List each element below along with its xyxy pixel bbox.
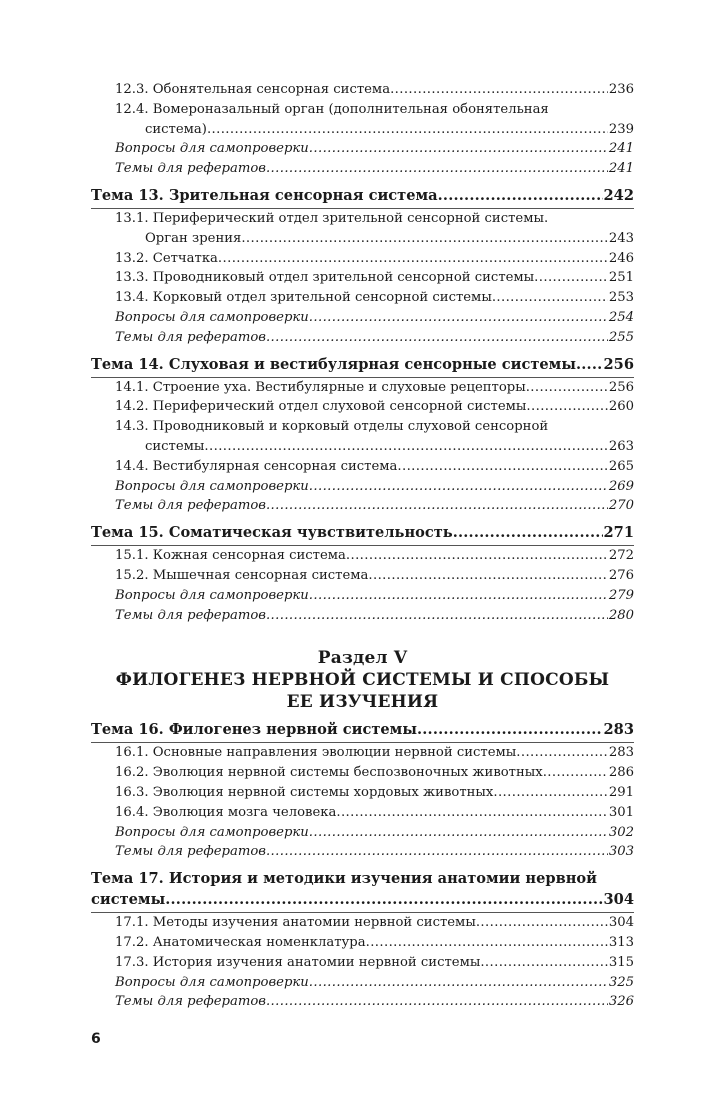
toc-entry-page: 303 [608,844,634,860]
toc-entry-label: 15.2. Мышечная сенсорная система [115,567,369,583]
dot-leader [266,159,608,179]
dot-leader [207,120,608,140]
toc-entry [115,139,634,159]
toc-entry-first-line: 13.1. Периферический отдел зрительной сенсорной системы. [115,210,549,226]
dot-leader [309,308,608,328]
toc-entry-page: 236 [608,82,634,97]
dot-leader [543,763,608,783]
section-heading [91,647,634,713]
toc-entry [115,397,634,417]
toc-entry-page: 279 [608,587,634,603]
dot-leader [526,378,608,398]
toc-entry-label: Темы для рефератов [115,161,266,177]
toc-entry [115,288,634,308]
dot-leader [309,139,608,159]
toc-entry [115,763,634,783]
toc-entry-page: 254 [608,309,634,325]
dot-leader [309,477,608,497]
toc-entry-label: Вопросы для самопроверки [115,478,309,494]
toc-entry-label: Темы для рефератов [115,844,266,860]
topic-heading [91,522,634,544]
toc-entry-label: Темы для рефератов [115,329,266,345]
topic-heading-first-line: Тема 17. История и методики изучения анатомии нервной [91,870,597,888]
toc-entry [115,477,634,497]
toc-entry-label: Темы для рефератов [115,607,266,623]
dot-leader [266,842,608,862]
toc-entry-page: 255 [608,329,634,345]
toc-entry [115,80,634,100]
toc-group [91,522,634,625]
dot-leader [346,546,608,566]
toc-entry-label: Вопросы для самопроверки [115,587,309,603]
toc-entry-label: 16.3. Эволюция нервной системы хордовых животных [115,784,494,800]
toc-entry-label: Вопросы для самопроверки [115,309,309,325]
dot-leader [309,586,608,606]
toc-entry [115,249,634,269]
toc-entry-page: 276 [608,567,634,583]
dot-leader [368,566,607,586]
toc-entry-page: 241 [608,161,634,177]
toc-entry-label: Темы для рефератов [115,498,266,514]
toc-entry-page: 243 [608,230,634,246]
topic-heading [91,185,634,207]
toc-entry [115,973,634,993]
dot-leader [453,522,603,544]
dot-leader [480,953,607,973]
toc-entry [115,496,634,516]
toc-entry-label: 16.4. Эволюция мозга человека [115,804,337,820]
toc-entry-page: 304 [608,915,634,931]
topic-heading-page: 304 [603,891,634,909]
table-of-contents [91,80,634,1012]
toc-entry [145,120,634,140]
toc-entry-label: 14.4. Вестибулярная сенсорная система [115,458,398,474]
toc-entry-page: 302 [608,824,634,840]
toc-entry-label: 14.1. Строение уха. Вестибулярные и слуховые рецепторы [115,379,526,395]
dot-leader [492,288,608,308]
toc-group [91,185,634,348]
toc-entry [115,823,634,843]
toc-entry-label: Орган зрения [145,230,242,246]
dot-leader [266,328,608,348]
topic-heading [91,719,634,741]
toc-entry-page: 256 [608,379,634,395]
dot-leader [476,913,608,933]
topic-heading-page: 242 [603,186,634,204]
toc-entry [115,566,634,586]
section-title-line-2: ЕЕ ИЗУЧЕНИЯ [286,692,439,713]
dot-leader [417,719,603,741]
toc-entry-label: 13.2. Сетчатка [115,250,218,266]
toc-entry-label: системы [145,438,205,454]
toc-entry [115,842,634,862]
toc-entry-label: 17.3. История изучения анатомии нервной системы [115,954,481,970]
toc-entry-label: 16.2. Эволюция нервной системы беспозвоночных животных [115,765,543,781]
toc-entry [115,378,634,398]
toc-entry [145,229,634,249]
toc-entry-page: 272 [608,548,634,564]
dot-leader [576,354,603,376]
dot-leader [534,268,608,288]
section-title-line-1: ФИЛОГЕНЕЗ НЕРВНОЙ СИСТЕМЫ И СПОСОБЫ [115,670,610,691]
toc-entry-page: 253 [608,290,634,306]
dot-leader [266,496,608,516]
dot-leader [516,743,608,763]
toc-entry-label: система) [145,121,207,137]
toc-entry-label: 17.2. Анатомическая номенклатура [115,934,366,950]
toc-entry-label: 13.3. Проводниковый отдел зрительной сенсорной системы [115,270,535,286]
section-number: Раздел V [317,648,408,669]
toc-entry-label: Темы для рефератов [115,994,266,1010]
dot-leader [336,803,607,823]
toc-entry [115,586,634,606]
topic-heading-label: Тема 15. Соматическая чувствительность [91,524,453,542]
dot-leader [266,606,608,626]
topic-heading [91,354,634,376]
dot-leader [266,992,608,1012]
toc-entry [115,913,634,933]
toc-entry [115,159,634,179]
topic-heading-page: 271 [603,524,634,542]
toc-entry [115,457,634,477]
toc-entry-page: 270 [608,498,634,514]
toc-entry [145,437,634,457]
dot-leader [397,457,607,477]
dot-leader [390,80,608,100]
toc-entry [115,743,634,763]
toc-entry-page: 263 [608,438,634,454]
dot-leader [241,229,607,249]
toc-entry-label: 16.1. Основные направления эволюции нервной системы [115,745,517,761]
toc-entry-label: 13.4. Корковый отдел зрительной сенсорной системы [115,290,492,306]
toc-entry-page: 325 [608,974,634,990]
toc-entry-page: 265 [608,458,634,474]
dot-leader [309,823,608,843]
dot-leader [165,889,602,911]
dot-leader [366,933,608,953]
toc-entry [115,606,634,626]
toc-entry [115,953,634,973]
toc-group [91,719,634,862]
toc-entry [115,803,634,823]
dot-leader [204,437,607,457]
dot-leader [438,185,603,207]
toc-entry-page: 251 [608,270,634,286]
toc-entry-page: 269 [608,478,634,494]
toc-entry-page: 246 [608,250,634,266]
toc-part-2 [91,719,634,1012]
dot-leader [309,973,608,993]
toc-entry-page: 315 [608,954,634,970]
toc-entry [115,308,634,328]
toc-entry-page: 326 [608,994,634,1010]
toc-entry-label: 17.1. Методы изучения анатомии нервной системы [115,915,476,931]
toc-entry-page: 280 [608,607,634,623]
toc-entry-page: 291 [608,784,634,800]
toc-entry-label: Вопросы для самопроверки [115,141,309,157]
topic-heading-label: Тема 16. Филогенез нервной системы [91,721,417,739]
toc-entry-first-line: 12.4. Вомероназальный орган (дополнительная обонятельная [115,101,549,117]
toc-entry-label: 14.2. Периферический отдел слуховой сенсорной системы [115,399,527,415]
topic-heading-label: системы [91,891,166,909]
topic-heading [91,889,634,911]
toc-entry-label: Вопросы для самопроверки [115,974,309,990]
toc-entry-page: 241 [608,141,634,157]
toc-entry-page: 286 [608,765,634,781]
toc-entry-label: 15.1. Кожная сенсорная система [115,548,346,564]
toc-entry-page: 313 [608,934,634,950]
dot-leader [218,249,608,269]
topic-heading-label: Тема 14. Слуховая и вестибулярная сенсорные системы [91,355,576,373]
toc-entry-first-line: 14.3. Проводниковый и корковый отделы слуховой сенсорной [115,419,549,435]
toc-group [91,354,634,517]
topic-heading-page: 256 [603,355,634,373]
dot-leader [526,397,607,417]
dot-leader [493,783,607,803]
page-number: 6 [91,1031,101,1047]
toc-entry [115,933,634,953]
toc-entry [115,783,634,803]
toc-entry [115,328,634,348]
toc-group [91,868,634,1012]
toc-entry-label: Вопросы для самопроверки [115,824,309,840]
toc-entry [115,268,634,288]
toc-group [91,80,634,179]
topic-heading-label: Тема 13. Зрительная сенсорная система [91,186,438,204]
toc-entry-page: 239 [608,121,634,137]
toc-entry-page: 260 [608,399,634,415]
toc-part-1 [91,80,634,625]
topic-heading-page: 283 [603,721,634,739]
toc-entry-page: 301 [608,804,634,820]
toc-entry [115,992,634,1012]
toc-entry-page: 283 [608,745,634,761]
toc-entry-label: 12.3. Обонятельная сенсорная система [115,82,391,97]
toc-entry [115,546,634,566]
